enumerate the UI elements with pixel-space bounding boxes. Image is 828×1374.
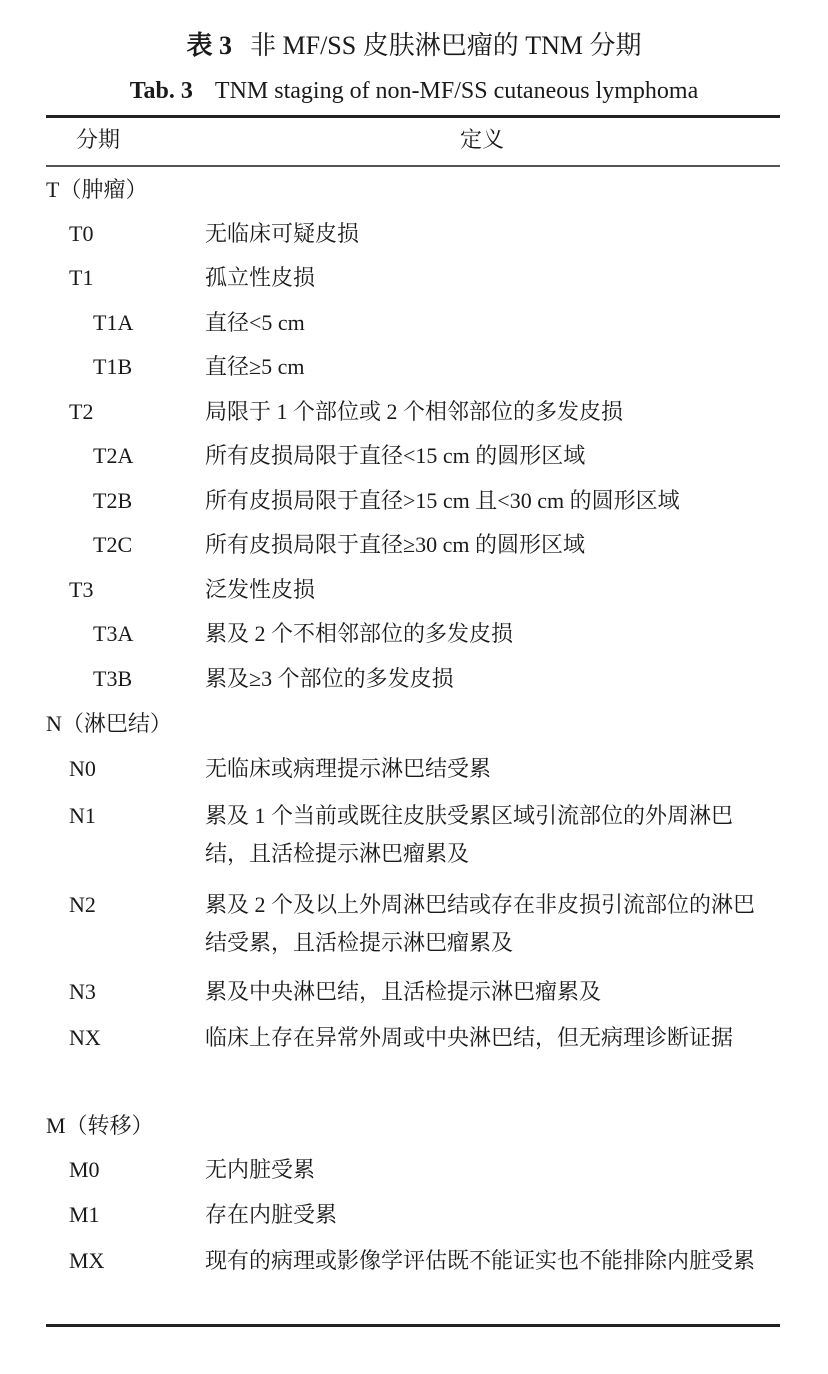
definition-cell: 直径≥5 cm bbox=[205, 354, 305, 379]
stage-cell: T1B bbox=[93, 354, 133, 379]
definition-cell: 所有皮损局限于直径>15 cm 且<30 cm 的圆形区域 bbox=[205, 488, 680, 513]
table-bottom-rule bbox=[46, 1324, 780, 1327]
definition-cell: 无内脏受累 bbox=[205, 1157, 316, 1182]
stage-cell: T（肿瘤） bbox=[46, 177, 148, 202]
table-top-rule bbox=[46, 115, 780, 118]
stage-cell: M1 bbox=[69, 1202, 100, 1227]
column-header-definition: 定义 bbox=[460, 127, 505, 152]
definition-cell: 累及≥3 个部位的多发皮损 bbox=[205, 666, 454, 691]
stage-cell: T3A bbox=[93, 621, 134, 646]
definition-cell: 所有皮损局限于直径<15 cm 的圆形区域 bbox=[205, 443, 586, 468]
definition-cell: 无临床可疑皮损 bbox=[205, 221, 360, 246]
stage-cell: T1A bbox=[93, 310, 134, 335]
stage-cell: T2B bbox=[93, 488, 133, 513]
definition-cell: 直径<5 cm bbox=[205, 310, 305, 335]
column-header-stage: 分期 bbox=[76, 127, 121, 152]
table-caption-english bbox=[0, 74, 828, 108]
stage-cell: T1 bbox=[69, 265, 94, 290]
definition-cell: 累及中央淋巴结，且活检提示淋巴瘤累及 bbox=[205, 979, 602, 1004]
stage-cell: T3B bbox=[93, 666, 133, 691]
definition-cell: 现有的病理或影像学评估既不能证实也不能排除内脏受累 bbox=[205, 1248, 756, 1273]
definition-cell: 所有皮损局限于直径≥30 cm 的圆形区域 bbox=[205, 532, 585, 557]
table-caption-chinese bbox=[0, 28, 828, 64]
definition-cell: 累及 2 个不相邻部位的多发皮损 bbox=[205, 621, 514, 646]
stage-cell: N1 bbox=[69, 803, 96, 828]
definition-cell: 无临床或病理提示淋巴结受累 bbox=[205, 756, 492, 781]
definition-cell: 孤立性皮损 bbox=[205, 265, 316, 290]
stage-cell: T2A bbox=[93, 443, 134, 468]
stage-cell: T2C bbox=[93, 532, 133, 557]
definition-cell: 累及 2 个及以上外周淋巴结或存在非皮损引流部位的淋巴结受累，且活检提示淋巴瘤累及 bbox=[205, 892, 756, 955]
stage-cell: N（淋巴结） bbox=[46, 711, 172, 736]
stage-cell: N3 bbox=[69, 979, 96, 1004]
definition-cell: 局限于 1 个部位或 2 个相邻部位的多发皮损 bbox=[205, 399, 624, 424]
stage-cell: M（转移） bbox=[46, 1113, 154, 1138]
stage-cell: T3 bbox=[69, 577, 94, 602]
stage-cell: N2 bbox=[69, 892, 96, 917]
table-header-rule bbox=[46, 165, 780, 167]
table-title-en: TNM staging of non-MF/SS cutaneous lymphoma bbox=[214, 78, 699, 104]
stage-cell: N0 bbox=[69, 756, 96, 781]
table-number-en: Tab. 3 bbox=[129, 78, 193, 104]
definition-cell: 累及 1 个当前或既往皮肤受累区域引流部位的外周淋巴结，且活检提示淋巴瘤累及 bbox=[205, 803, 734, 866]
definition-cell: 存在内脏受累 bbox=[205, 1202, 338, 1227]
stage-cell: MX bbox=[69, 1248, 105, 1273]
table-number-cn: 表 3 bbox=[186, 31, 232, 60]
stage-cell: T0 bbox=[69, 221, 94, 246]
stage-cell: M0 bbox=[69, 1157, 100, 1182]
definition-cell: 泛发性皮损 bbox=[205, 577, 316, 602]
table-title-cn: 非 MF/SS 皮肤淋巴瘤的 TNM 分期 bbox=[250, 31, 642, 60]
stage-cell: NX bbox=[69, 1025, 101, 1050]
definition-cell: 临床上存在异常外周或中央淋巴结，但无病理诊断证据 bbox=[205, 1025, 734, 1050]
stage-cell: T2 bbox=[69, 399, 94, 424]
